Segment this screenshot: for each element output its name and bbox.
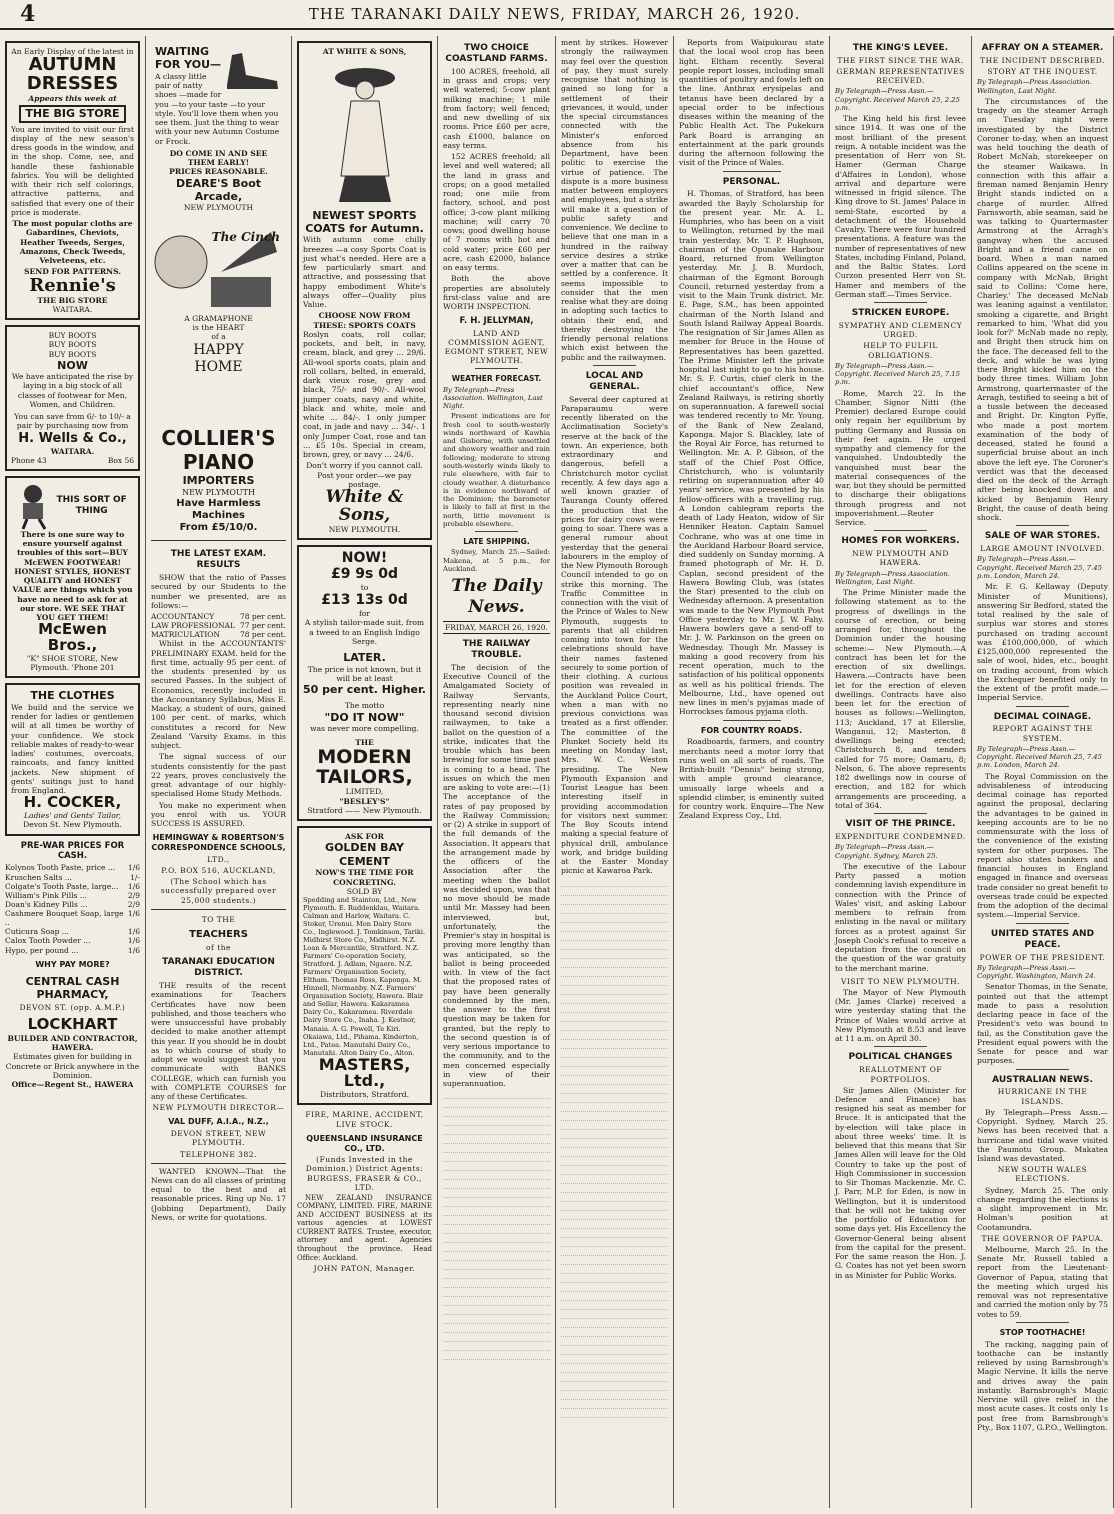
levee-sub-1: THE FIRST SINCE THE WAR. — [837, 55, 964, 65]
deare-prices: PRICES REASONABLE. — [169, 167, 268, 177]
wells-ad — [5, 325, 140, 471]
insurance-l2: QUEENSLAND INSURANCE CO., LTD. — [306, 1133, 423, 1153]
affray-by: By Telegraph—Press Association. Wellington, Last Night. — [977, 78, 1092, 95]
wells-phone: Phone 43 — [11, 455, 47, 465]
modern-body: A stylish tailor-made suit, from a tweed to an English Indigo Serge. — [304, 618, 425, 646]
masters-name: MASTERS, Ltd., — [318, 1054, 411, 1091]
wells-town: WAITARA. — [50, 446, 95, 456]
wells-name: H. Wells & Co., — [18, 430, 127, 446]
exam-school: HEMINGWAY & ROBERTSON'S CORRESPONDENCE SCHOOLS, — [151, 833, 286, 853]
prices-name: CENTRAL CASH PHARMACY, — [25, 974, 120, 1001]
exam-ltd: LTD., — [207, 854, 230, 864]
white-list: Roslyn coats, roll collar, pockets, and belt, in navy, cream, black, and grey ... 29/6. All-wool sports coats, plain and roll collars, belted, in emerald, dark vieux rose, grey and black, 75/- and 90/-. All-wool jumper coats, navy and white, black and white, mole and white ... 84/-. 1 only jumper coat, in jade and navy ... 34/-. 1 only Jumper Coat, rose and tan ... £5 10s. Special in cream, brown, grey, or navy ... 24/6. — [303, 329, 426, 460]
exam-p4: You make no experiment when you enrol with us. YOUR SUCCESS IS ASSURED. — [151, 800, 286, 829]
masters-gb: GOLDEN BAY CEMENT — [325, 841, 404, 868]
exam-p1: SHOW that the ratio of Passes secured by our Students to the number we presented, are as follows:— — [151, 573, 286, 610]
big-store-body: You are invited to visit our first display of the new season's dress goods in the window, and in the shop. Come, see, and handle these fashionable fabrics. You will be delighted with their rich self colorings, attractive patterns, and satisfied that every one of their price is moderate. — [11, 124, 134, 217]
aus-papua-body: Melbourne, March 25. In the Senate Mr. Russell tabled a report from the Lieutenant-Governor of Papua, stating that the meeting which urged his removal was not representative and carried the motion only by 75 votes to 59. — [977, 1244, 1108, 1319]
toothache-body: The racking, nagging pain of toothache can be instantly relieved by using Barnsbrough's Magic Nervine. It kills the nerve and drives away the pain instantly. Barnsbrough's Magic Nervine will give relief in the most acute cases. It costs only 1s post free from Barnsbrough's Pty., Box 1107, G.P.O., Wellington. — [977, 1339, 1108, 1432]
decimal-by: By Telegraph—Press Assn.—Copyright. Received March 25, 7.45 p.m. London, March 24. — [977, 744, 1102, 770]
modern-p2: £13 13s 0d — [321, 592, 408, 609]
price-item-name: William's Pink Pills ... — [5, 890, 87, 900]
wells-body: We have anticipated the rise by laying in a big stock of all classes of footwear for Men, Women, and Children. — [11, 372, 134, 409]
column-4 — [438, 36, 556, 1508]
big-store-h1: AUTUMN — [28, 54, 117, 76]
farms-head: TWO CHOICE COASTLAND FARMS. — [445, 43, 548, 64]
modern-motto-tail: was never more compelling. — [310, 724, 419, 734]
nameplate: The Daily News. — [451, 576, 542, 617]
modern-town: Stratford —— New Plymouth. — [307, 805, 422, 815]
big-store-ad — [5, 41, 140, 320]
price-item — [5, 900, 140, 909]
price-item-price: 1/6 — [127, 936, 140, 946]
lockhart-ad — [5, 1015, 140, 1089]
fashion-lady-icon — [305, 56, 425, 206]
teachers-director: NEW PLYMOUTH DIRECTOR— — [152, 1103, 285, 1113]
modern-name-1: MODERN — [317, 745, 412, 768]
prince-by: By Telegraph—Press Assn.—Copyright. Sydney, March 25. — [835, 843, 938, 860]
gramophone-brand: The Cinch — [211, 229, 280, 244]
wells-line-3: BUY BOOTS — [48, 349, 97, 359]
prince-head: VISIT OF THE PRINCE. — [845, 819, 956, 830]
big-store-intro: An Early Display of the latest in — [11, 47, 134, 56]
deare-town: NEW PLYMOUTH — [183, 203, 254, 213]
farms-agent: F. H. JELLYMAN, — [459, 316, 534, 327]
mcewen-name: McEwen Bros., — [38, 620, 107, 655]
price-item-price: 1/6 — [127, 909, 140, 919]
levee-sub-2: GERMAN REPRESENTATIVES RECEIVED. — [836, 67, 965, 86]
aus-papua: THE GOVERNOR OF PAPUA. — [981, 1233, 1104, 1243]
gramophone-l2: is the HEART — [192, 323, 245, 333]
white-at: AT WHITE & SONS, — [322, 47, 407, 56]
war-stores-head: SALE OF WAR STORES. — [984, 531, 1101, 542]
white-head: NEWEST SPORTS COATS for Autumn. — [305, 208, 424, 235]
masters-ad — [297, 826, 432, 1105]
modern-tailors-ad — [297, 545, 432, 821]
leader-continued: ment by strikes. However strongly the railwaymen may feel over the question of pay, they must surely recognise that nothing is gained so long for a settlement of their grievances, it would, under the special circumstances connected with the Minister's enforced absence from his Department, have been politic to exercise the virtue of patience. The dispute is a more business matter between employers and employees, but a strike will make it a question of public safety and convenience. We decline to believe that one man in a hundred in the railway service desires a strike over a matter that can be settled by a conference. It seems impossible to consider that the men realise what they are doing in adopting such tactics to obtain their end, and thereby destroying the friendly personal relations which exist between the public and the railwaymen. — [561, 38, 668, 362]
visit-head: VISIT TO NEW PLYMOUTH. — [840, 976, 961, 986]
cocker-tag: Ladies' and Gents' Tailor, — [24, 811, 121, 821]
exam-result-name: MATRICULATION — [151, 630, 221, 640]
column-7 — [830, 36, 972, 1508]
cocker-body: We build and the service we render for ladies or gentlemen will at all times be worthy of your confidence. We stock reliable makes of ready-to-wear ladies' costumes, overcoats, raincoats, and fancy knitted jackets. New shipment of gents' suitings just to hand from England. — [11, 702, 134, 796]
page-number: 4 — [20, 1, 36, 27]
local-head: LOCAL AND GENERAL. — [585, 370, 644, 392]
modern-motto-label: The motto — [344, 701, 385, 711]
wanted-ad — [151, 1163, 286, 1223]
deare-name: DEARE'S Boot Arcade, — [175, 176, 262, 203]
cartoon-figure-icon — [11, 482, 46, 530]
exam-result-row — [151, 630, 286, 639]
cocker-head: THE CLOTHES — [30, 689, 115, 703]
price-item — [5, 936, 140, 945]
column-8 — [972, 36, 1114, 1508]
affray-sub-2: STORY AT THE INQUEST. — [987, 67, 1098, 77]
shipping-head: LATE SHIPPING. — [463, 537, 530, 547]
big-store-appears: Appears this week at — [28, 94, 117, 104]
teachers-tel: TELEPHONE 382. — [180, 1149, 257, 1159]
price-item-price: 1/6 — [127, 945, 140, 955]
modern-besley: "BESLEY'S" — [339, 796, 390, 806]
big-store-list: The most popular cloths are Gabardines, Cheviots, Heather Tweeds, Serges, Amazons, Check Tweeds, Velveteens, etc. — [12, 219, 133, 266]
white-ad — [297, 41, 432, 540]
white-body: With autumn come chilly breezes —a cosy Sports Coat is just what's needed. Here are a few particularly smart and attractive, and possessing that happy embodiment White's always offer—Quality plus Value. — [303, 235, 426, 310]
homes-by: By Telegraph—Press Association. Wellington, Last Night. — [835, 569, 950, 586]
exam-ad — [151, 540, 286, 905]
prices-head: PRE-WAR PRICES FOR CASH. — [20, 840, 125, 861]
modern-name-2: TAILORS, — [316, 765, 413, 788]
price-item-price: 1/- — [130, 872, 140, 882]
price-item — [5, 909, 140, 927]
decimal-sub: REPORT AGAINST THE SYSTEM. — [992, 724, 1093, 743]
levee-by: By Telegraph—Press Assn.—Copyright. Received March 25, 2.25 p.m. — [835, 87, 960, 112]
masters-sold: SOLD BY — [346, 886, 383, 896]
exam-result-value: 78 per cent. — [239, 630, 286, 640]
political-sub: REALLOTMENT OF PORTFOLIOS. — [858, 1065, 943, 1084]
masters-now: NOW'S THE TIME FOR CONCRETING. — [315, 868, 414, 887]
modern-motto: "DO IT NOW" — [324, 710, 405, 724]
price-list — [5, 863, 140, 954]
price-item-name: Kruschen Salts ... — [5, 872, 72, 882]
affray-body: The circumstances of the tragedy on the steamer Arragh on Tuesday night were investigated by the District Coroner to-day, when an inquest was held touching the death of Robert McNab, storekeeper on the steamer Waikawa. In connection with this affair a fireman named Benjamin Henry Bright stands indicted on a charge of murder. Alfred Farnsworth, able seaman, said he was talking to Quartermaster Armstrong at the Arragh's gangway when the accused Bright and a friend came on board. When a man named Collins appeared on the scene in company with McNab, Bright said to Collins: 'Come here, Charley.' The deceased McNab was leaning against a ventilator, smoking a cigarette, and Bright remarked to him, 'What did you look for?' McNab made no reply, and Bright then struck him on the face. The deceased fell to the deck, and while he was lying there Bright kicked him on the body three times. William John Armstrong, quartermaster of the Arragh, testified to seeing a bit of a tussle between the deceased and Bright. Dr. Kington Fyffe, who made a post mortem examination of the body of deceased, stated he found a superficial bruise about an inch above the left eye. The Coroner's verdict was that the deceased died on the deck of the Arragh after being knocked down and kicked by Benjamin Henry Bright, the cause of death being shock. — [977, 96, 1108, 523]
wells-line-4: NOW — [57, 358, 88, 372]
collier-from: From £5/10/0. — [179, 521, 258, 533]
shoe-icon — [222, 45, 282, 95]
issue-date: FRIDAY, MARCH 26, 1920. — [443, 621, 550, 634]
gramophone-l4: HAPPY — [193, 341, 244, 358]
white-choose: CHOOSE NOW FROM THESE: SPORTS COATS — [313, 311, 416, 330]
deare-call: DO COME IN AND SEE THEM EARLY! — [169, 148, 268, 168]
deare-head: WAITING FOR YOU— — [155, 45, 222, 72]
teachers-name: VAL DUFF, A.I.A., N.Z., — [168, 1117, 269, 1127]
country-body: Roadboards, farmers, and country merchants need a motor lorry that runs well on all sorts of roads. The British-built "Dennis" being strong, with ample ground clearance, unusually large wheels and a splendid climber, is eminently suited for country work. Enquire—The New Zealand Express Coy., Ltd. — [679, 737, 824, 821]
modern-later-body: The price is not known, but it will be at least — [307, 664, 422, 683]
page-title: THE TARANAKI DAILY NEWS, FRIDAY, MARCH 26, 1920. — [308, 5, 801, 23]
deare-ad — [151, 41, 286, 217]
mcewen-body: There is one sure way to ensure yourself against troubles of this sort—BUY McEWEN FOOTWEAR! HONEST STYLES, HONEST QUALITY and HONEST VALUE are things which you have no need to ask for at our store. WE SEE THAT YOU GET THEM! — [12, 529, 133, 623]
aus-elections: NEW SOUTH WALES ELECTIONS. — [997, 1165, 1088, 1184]
collier-imp: IMPORTERS — [182, 474, 255, 488]
affray-head: AFFRAY ON A STEAMER. — [981, 43, 1104, 53]
price-item-price: 2/9 — [127, 899, 140, 909]
teachers-of: of the — [206, 943, 231, 953]
europe-head: STRICKEN EUROPE. — [851, 308, 950, 319]
insurance-l1: FIRE, MARINE, ACCIDENT, LIVE STOCK. — [305, 1110, 424, 1129]
decimal-head: DECIMAL COINAGE. — [993, 711, 1092, 722]
modern-ltd: LIMITED, — [345, 787, 384, 797]
collier-ad — [151, 426, 286, 535]
price-item — [5, 873, 140, 882]
price-item — [5, 882, 140, 891]
teachers-board: TARANAKI EDUCATION DISTRICT. — [162, 957, 275, 979]
aus-hurricane-body: By Telegraph—Press Assn.—Copyright. Sydney, March 25. News has been received that a hurricane and tidal wave visited the Paumotu Group. Makatea Island was devastated. — [977, 1107, 1108, 1163]
prices-addr: DEVON ST. (opp. A.M.P.) — [19, 1003, 126, 1013]
exam-result-name: LAW PROFESSIONAL — [151, 621, 235, 631]
gramophone-ad — [151, 222, 286, 422]
war-stores-sub: LARGE AMOUNT INVOLVED. — [980, 544, 1105, 554]
farms-f2: 152 ACRES freehold; all level and well watered; all the land in grass and crops; on a good metalled road; one mile from factory, school, and post office; 3-cow plant milking machine; will carry 70 cows; good dwelling house of 7 rooms with hot and cold water; price £60 per acre, cash £2000, balance on easy terms. — [443, 152, 550, 273]
farms-tag: LAND AND COMMISSION AGENT, EGMONT STREET, NEW PLYMOUTH. — [444, 328, 549, 366]
price-item-name: Kolynos Tooth Paste, price ... — [5, 863, 116, 873]
usa-sub: POWER OF THE PRESIDENT. — [979, 952, 1106, 962]
mcewen-addr: "K" SHOE STORE, New Plymouth. 'Phone 201 — [26, 653, 119, 673]
weather-head: WEATHER FORECAST. — [451, 374, 542, 384]
price-item-price: 2/9 — [127, 890, 140, 900]
collier-have: Have Harmless Machines — [176, 497, 261, 521]
price-item — [5, 946, 140, 955]
wells-box: Box 56 — [107, 455, 134, 465]
aus-hurricane: HURRICANE IN THE ISLANDS. — [997, 1087, 1088, 1106]
levee-body: The King held his first levee since 1914. It was one of the most brilliant of the present reign. A notable incident was the presentation of Herr von St. Hamer (German Charge d'Affaires in London), whose arrival and departure were witnessed in frigid silence. The King drove to St. James' Palace in semi-State, escorted by a detachment of the Household Cavalry. There were four hundred presentations. A feature was the number of representatives of new States, including Finland, Poland, and the Baltic States. Lord Curzon presented Herr von St. Hamer and members of the German staff.—Times Service. — [835, 114, 966, 299]
cocker-name: H. COCKER, — [23, 793, 122, 812]
europe-by: By Telegraph—Press Assn.—Copyright. Received March 25, 7.15 p.m. — [835, 361, 960, 387]
wells-line-1: BUY BOOTS — [48, 331, 97, 341]
usa-body: Senator Thomas, in the Senate, pointed out that the attempt made to pass a resolution declaring peace in face of the President's veto was bound to fail, as the Constitution gave the President equal powers with the Senate for peace and war purposes. — [977, 982, 1108, 1066]
teachers-addr: DEVON STREET, NEW PLYMOUTH. — [170, 1129, 267, 1148]
white-town: NEW PLYMOUTH. — [328, 524, 401, 534]
modern-for: for — [358, 609, 370, 619]
white-dont: Don't worry if you cannot call. Post your order—we pay postage. — [306, 461, 423, 489]
modern-to: to — [360, 582, 369, 592]
weather-by: By Telegraph—Press Association. Wellington, Last Night. — [443, 385, 543, 411]
price-item-name: Cashmere Bouquet Soap, large .. — [5, 909, 124, 928]
news-top: Reports from Waipukurau state that the local wool crop has been light. Eltham recently. Several people report losses, including small quantities of poultry and fowls left on the line. Anthrax erysipelas and tetanus have been declared by a special order to be infectious diseases within the meaning of the Public Health Act. The Pukekura Park Board is arranging an entertainment at the park grounds during the afternoon following the visit of the Prince of Wales. — [679, 38, 824, 168]
local-body: Several deer captured at Paraparaumu were recently liberated on the Acclimatisation Society's reserve at the back of the town. An experience, both extraordinary and dangerous, befell a Christchurch motor cyclist recently. A few days ago a well known grazier of Tauranga County offered the production that the prices for dairy cows were going to soar. There was a general rumour about yesterday that the general labourers in the employ of the New Plymouth Borough Council intended to go on strike this morning. The Traffic Committee in connection with the visit of the Prince of Wales to New Plymouth, suggests to parents that all children coming into town for the celebrations should have their names fastened securely to some portion of their clothing. A curious position was revealed in the Auckland Police Court, when a man with no previous convictions was treated as a first offender. The committee of the Plunket Society held its meeting on Monday last, Mrs. W. C. Weston presiding. The New Plymouth Expansion and Tourist League has been interesting itself in providing accommodation for visitors next summer. The Boy Scouts intend making a special feature of physical drill, ambulance work, and bridge building at the Easter Monday picnic at Kawaroa Park. — [561, 394, 668, 876]
weather-body: Present indications are for fresh cool to south-westerly winds northward of Kawhia and Gisborne, with unsettled and showery weather and rain following; moderate to strong south-westerly winds likely to rule elsewhere, with fair to cloudy weather. A disturbance is in evidence northward of the Dominion; the barometer is likely to fall at first in the north, little movement is probable elsewhere. — [443, 412, 550, 528]
europe-body: Rome, March 22. In the Chamber, Signor Nitti (the Premier) declared Europe could only regain her equilibrium by putting Germany and Russia on their feet again. He urged sympathy and clemency for the vanquished. Undoubtedly the vanquished must bear the material consequences of the war, but they should be permitted to discharge their obligations through progress and not impoverishment.—Reuter Service. — [835, 388, 966, 528]
column-3 — [292, 36, 438, 1508]
prices-why: WHY PAY MORE? — [35, 959, 110, 969]
war-stores-body: Mr. F. G. Kellaway (Deputy Minister of Munitions), answering Sir Bedford, stated the total realised by the sale of surplus war stores and stores purchased on trading account was £100,000,000, of which £125,000,000 represented the sale of wool, hides, etc., bought on trading account, from which the Exchequer benefited only to the extent of the profit made.—Imperial Service. — [977, 582, 1108, 703]
exam-p3: The signal success of our students consistently for the past 22 years, proves conclusively the great advantage of our highly-specialised Home Study Methods. — [151, 752, 286, 799]
lockhart-tag: BUILDER AND CONTRACTOR, HAWERA. — [7, 1033, 138, 1053]
price-item-price: 1/6 — [127, 881, 140, 891]
price-item-name: Colgate's Tooth Paste, large... — [5, 881, 119, 891]
text-filler — [443, 1090, 550, 1360]
price-item-price: 1/6 — [127, 863, 140, 873]
big-store-send: SEND FOR PATTERNS. — [24, 267, 121, 277]
price-item-price: 1/6 — [127, 927, 140, 937]
price-item-name: Cuticura Soap ... — [5, 927, 69, 937]
masters-ask: ASK FOR — [345, 832, 384, 842]
teachers-body: THE results of the recent examinations for Teachers Certificates have now been published, and those teachers who were unsuccessful have probably decided to make another attempt this year. If you should be in doubt as to which course of study to adopt we would suggest that you communicate with BANKS COLLEGE, which can furnish you with COMPLETE COURSES for any of these Certificates. — [151, 981, 286, 1102]
modern-higher: 50 per cent. Higher. — [303, 683, 426, 696]
exam-head: THE LATEST EXAM. RESULTS — [170, 549, 267, 571]
column-2 — [146, 36, 292, 1508]
exam-result-row — [151, 612, 286, 621]
prince-body: The executive of the Labour Party passed a motion condemning lavish expenditure in connection with the Prince of Wales' visit, and asking Labour members to refrain from enlisting in the naval or military forces as a protest against Sir Joseph Cook's refusal to receive a deputation from the council on the question of the war gratuity to the merchant marine. — [835, 861, 966, 973]
homes-sub: NEW PLYMOUTH AND HAWERA. — [852, 549, 949, 568]
gramophone-l3: of a — [211, 332, 226, 342]
mcewen-ad — [5, 476, 140, 679]
column-1 — [0, 36, 146, 1508]
price-item — [5, 863, 140, 872]
lockhart-body: Estimates given for building in Concrete or Brick anywhere in the Dominion. — [5, 1052, 140, 1080]
europe-sub-1: SYMPATHY AND CLEMENCY URGED. — [838, 321, 963, 340]
lockhart-office: Office—Regent St., HAWERA — [11, 1080, 134, 1090]
usa-head: UNITED STATES AND PEACE. — [990, 928, 1095, 950]
exam-note: (The School which has successfully prepared over 25,000 students.) — [160, 877, 277, 905]
wells-line-2: BUY BOOTS — [48, 340, 97, 350]
exam-result-value: 78 per cent. — [239, 612, 286, 622]
gramophone-l5: HOME — [194, 358, 243, 375]
exam-box: P.O. BOX 516, AUCKLAND, — [161, 866, 276, 876]
collier-piano: PIANO — [182, 450, 255, 475]
lockhart-name: LOCKHART — [27, 1015, 118, 1034]
price-item-name: Hypo, per pound ... — [5, 945, 79, 955]
europe-sub-2: HELP TO FULFIL OBLIGATIONS. — [863, 341, 938, 360]
text-filler — [561, 878, 668, 1418]
visit-body: The Mayor of New Plymouth (Mr. James Clarke) received a wire yesterday stating that the Prince of Wales would arrive at New Plymouth at 8.53 and leave at 11 a.m. on April 30. — [835, 987, 966, 1044]
collier-name: COLLIER'S — [161, 425, 276, 450]
masters-agents: Spedding and Stainton, Ltd., New Plymouth. E. Ruddenklau, Waitara. Calman and Harlow, Waitara. C. Stoker, Urenui. Mon Dairy Store Co., Inglewood. J. Tomkinson, Tariki. Midhirst Store Co., Midhirst. N.Z. Loan & Mercantile, Stratford. N.Z. Farmers' Co-operation Society, Stratford. J. Adlam, Ngaere. N.Z. Farmers' Organisation Society, Eltham. Thomas Ross, Kaponga. M. Hinnell, Normanby. N.Z. Farmers' Organisation Society, Hawera. Blair and Sellar, Hawera. Kakaramea Dairy Co., Kakaramea. Riverdale Dairy Store Co., Inaha. J. Kestnor, Manaia. A. G. Powell, Te Kiri. Okaiawa, Ltd., Pihama. Kinderton, Ltd., Patea. Manutahi Dairy Co., Manutahi. Alton Dairy Co., Alton. — [303, 896, 426, 1057]
mcewen-side: THIS SORT OF THING — [56, 495, 127, 516]
price-item — [5, 927, 140, 936]
insurance-nz: NEW ZEALAND INSURANCE COMPANY, LIMITED. FIRE, MARINE AND ACCIDENT BUSINESS at its various agencies at LOWEST CURRENT RATES. Trustee, executor, attorney and agent. Agencies throughout the province. Head Office: Auckland. — [297, 1193, 432, 1262]
teachers-to: TO THE — [201, 914, 236, 924]
big-store-h2: DRESSES — [26, 73, 119, 95]
price-item-name: Doan's Kidney Pills ... — [5, 899, 88, 909]
wells-save: You can save from 6/- to 10/- a pair by purchasing now from — [14, 412, 131, 431]
big-store-store: THE BIG STORE — [19, 105, 125, 122]
decimal-body: The Royal Commission on the advisableness of introducing decimal coinage has reported against the proposal, declaring the advantages to be gained in keeping accounts are to be no commensurate with the loss of the convenience of the existing system for other purposes. The report also states bankers and financial houses in England engaged in finance and overseas trade consider no great benefit to overseas trade could be expected from the adoption of the decimal system.—Imperial Service. — [977, 771, 1108, 920]
cocker-ad — [5, 683, 140, 835]
political-head: POLITICAL CHANGES — [848, 1052, 953, 1063]
price-item — [5, 891, 140, 900]
modern-later: LATER. — [343, 651, 386, 665]
homes-body: The Prime Minister made the following statement as to the progress of dwellings in the course of erection, or being arranged for, throughout the Dominion under the housing scheme:— New Plymouth.—A contract has been let for the erection of six dwellings. Hawera.—Contracts have been let for the erection of eleven dwellings. Contracts have also been let for the erection of houses as follows:—Wellington, 113; Auckland, 17 at Ellerslie, Wanganui, 12; Masterton, 8 dwellings being erected; Christchurch 8, and tenders called for 75 more; Oamaru, 8; Nelson, 6. The above represents 182 dwellings now in course of erection, and 182 for which arrangements are proceeding, a total of 364. — [835, 588, 966, 810]
aus-elections-body: Sydney, March 25. The only change regarding the elections is a slight improvement in Mr. Holman's position at Cootamundra. — [977, 1185, 1108, 1232]
levee-head: THE KING'S LEVEE. — [852, 43, 949, 53]
modern-now: NOW! — [341, 550, 388, 566]
farms-f1: 100 ACRES, freehold, all in grass and crops; very well watered; 5-cow plant milking machine; 1 mile from factory; well fenced; and new dwelling of six rooms. Price £60 per acre, cash £1000, balance on easy terms. — [443, 66, 550, 150]
exam-result-value: 77 per cent. — [239, 621, 286, 631]
big-store-town: WAITARA. — [52, 304, 93, 314]
white-name: White & Sons, — [325, 487, 404, 525]
big-store-name: Rennie's — [29, 274, 116, 296]
insurance-ad — [297, 1110, 432, 1273]
masters-dist: Distributors, Stratford. — [319, 1090, 409, 1100]
usa-by: By Telegraph—Press Assn.—Copyright. Washington, March 24. — [977, 963, 1096, 980]
aus-head: AUSTRALIAN NEWS. — [992, 1074, 1093, 1085]
war-stores-by: By Telegraph—Press Assn.—Copyright. Received March 25, 7.45 p.m. London, March 24. — [977, 555, 1102, 580]
teachers-ad — [151, 909, 286, 1159]
exam-rows — [151, 612, 286, 639]
collier-town: NEW PLYMOUTH — [182, 487, 255, 497]
personal-body: H. Thomas, of Stratford, has been awarded the Bayly Scholarship for the present year. Mr. A. L. Humphries, who has been on a visit to Wellington, returned by the mail train yesterday. Mr. T. P. Hughson, chairman of the Opunake Harbour Board, returned from Wellington yesterday. Mr. J. B. Murdoch, chairman of the Egmont Borough Council, returned yesterday from a visit to the Main Trunk district. Mr. E. Page, S.M., has been appointed chairman of the North Island and South Island Railway Appeal Boards. The resignation of Sir James Allen as member for Bruce in the House of Representatives has been gazetted. The Prime Minister left the private hospital last night to go to his house. Mr. S. F. Curtis, chief clerk in the chief accountant's office, New Zealand Railways, is retiring shortly on superannuation. A farewell social was tendered recently to Mr. Young, of the Bank of New Zealand, Kaponga. Major S. Blackley, late of the Royal Air Force, has returned to Wellington. Mr. A. P. Gibson, of the staff of the Chief Post Office, Christchurch, who is voluntarily retiring on superannuation after 40 years' service, was presented by his fellow-officers with a travelling rug. A London cablegram reports the death of Lady Heaton, widow of Sir Henniker Heaton. Captain Samuel Cochrane, who was at one time in the Auckland Harbour Board service, died suddenly on Sunday morning. A framed photograph of Mr. H. D. Caplan, second president of the Hawera Bowling Club, was (states the Star) presented to the club on Wednesday afternoon. A presentation was made to the New Plymouth Post Office yesterday to Mr. J. W. Fahy. Hawera bowlers gave a send-off to Mr. J. W. Parkinson on the green on Wednesday. Though Mr. Massey is making a good recovery from his recent operation, much to the satisfaction of his political opponents as well as his political friends. The Melbourne, Ltd., have opened out new lines in men's pyjamas made of Horrockses famous pyjama cloth. — [679, 189, 824, 717]
exam-p2: Whilst in the ACCOUNTANTS' PRELIMINARY EXAM. held for the first time, actually 95 per cent. of the students presented by us secured Passes. In the subject of Economics, recently included in the Accountancy Syllabus, Miss E. Mackay, a student of ours, gained 100 per cent. of marks, which constitutes a record for New Zealand 'Varsity Exams. in this subject. — [151, 639, 286, 751]
political-body: Sir James Allen (Minister for Defence and Finance) has resigned his seat as member for Bruce. It is anticipated that the by-election will take place in about three weeks' time. It is believed that this means that Sir James Allen will leave for the Old Country to take up the post of High Commissioner in succession to Sir Thomas Mackenzie. Mr. C. J. Parr, M.P. for Eden, is now in Wellington, but it is understood that he will not be taking over the portfolio of Education for some days yet. His Excellency the Governor-General being absent from the capital for the present. For the same reason the Hon. J. G. Coates has not yet been sworn in as Minister for Public Works. — [835, 1085, 966, 1280]
homes-head: HOMES FOR WORKERS. — [841, 536, 960, 547]
personal-head: PERSONAL. — [722, 176, 781, 187]
cocker-town: Devon St. New Plymouth. — [23, 820, 122, 830]
big-store-tag: THE BIG STORE — [37, 295, 108, 305]
modern-the: THE — [355, 738, 374, 748]
wanted-body: WANTED KNOWN—That the News can do all classes of printing equal to the best and at reasonable prices. Ring up No. 17 (Jobbing Department), Daily News, or write for quotations. — [151, 1166, 286, 1222]
insurance-mgr: JOHN PATON, Manager. — [313, 1264, 416, 1274]
column-5 — [556, 36, 674, 1508]
prince-sub: EXPENDITURE CONDEMNED. — [835, 832, 966, 842]
exam-result-name: ACCOUNTANCY — [151, 612, 215, 622]
toothache-head: STOP TOOTHACHE! — [999, 1327, 1086, 1337]
leader-body: The decision of the Executive Council of the Amalgamated Society of Railway Servants, representing nearly nine thousand second division railwaymen, to take a ballot on the question of a strike, indicates that the trouble which has been brewing for some time past is coming to a head. The issues on which the men are asking to vote are:—(1) The acceptance of the rates of pay proposed by the Railway Commission; or (2) A strike in support of the full demands of the Association. It appears that the arrangement made by the officers of the Association after the meeting when the ballot was decided upon, was that no move should be made until Mr. Massey had been interviewed, but, unfortunately, the Premier's stay in hospital is proving more lengthy than was anticipated, so the ballot is being proceeded with. In view of the fact that the proposed rates of pay have been generally condemned by the men, the answer to the first question may be taken for granted, but the reply to the second question is of very serious importance to the community, and to the men concerned especially in view of their superannuation. — [443, 662, 550, 1089]
shipping-body: Sydney, March 25.—Sailed: Makena, at 5 p.m., for Auckland. — [443, 548, 550, 573]
prices-ad — [5, 841, 140, 1013]
gramophone-l1: A GRAMAPHONE — [184, 313, 253, 323]
modern-p1: £9 9s 0d — [330, 565, 399, 582]
masthead — [0, 0, 1114, 30]
exam-result-row — [151, 621, 286, 630]
farms-both: Both the above properties are absolutely first-class value and are WORTH INSPECTION. — [443, 274, 550, 312]
deare-body: A classy little pair of natty shoes —made for you —to your taste —to your style. You'll love them when you see them. Just the thing to wear with your new Autumn Costume or Frock. — [155, 71, 280, 146]
insurance-body: (Funds Invested in the Dominion.) District Agents: BURGESS, FRASER & CO., LTD. — [305, 1155, 424, 1192]
country-head: FOR COUNTRY ROADS. — [700, 725, 803, 735]
leader-head: THE RAILWAY TROUBLE. — [462, 638, 531, 660]
price-item-name: Calox Tooth Powder ... — [5, 936, 91, 946]
affray-sub-1: THE INCIDENT DESCRIBED. — [980, 55, 1105, 65]
column-6 — [674, 36, 830, 1508]
teachers-t: TEACHERS — [189, 928, 248, 940]
